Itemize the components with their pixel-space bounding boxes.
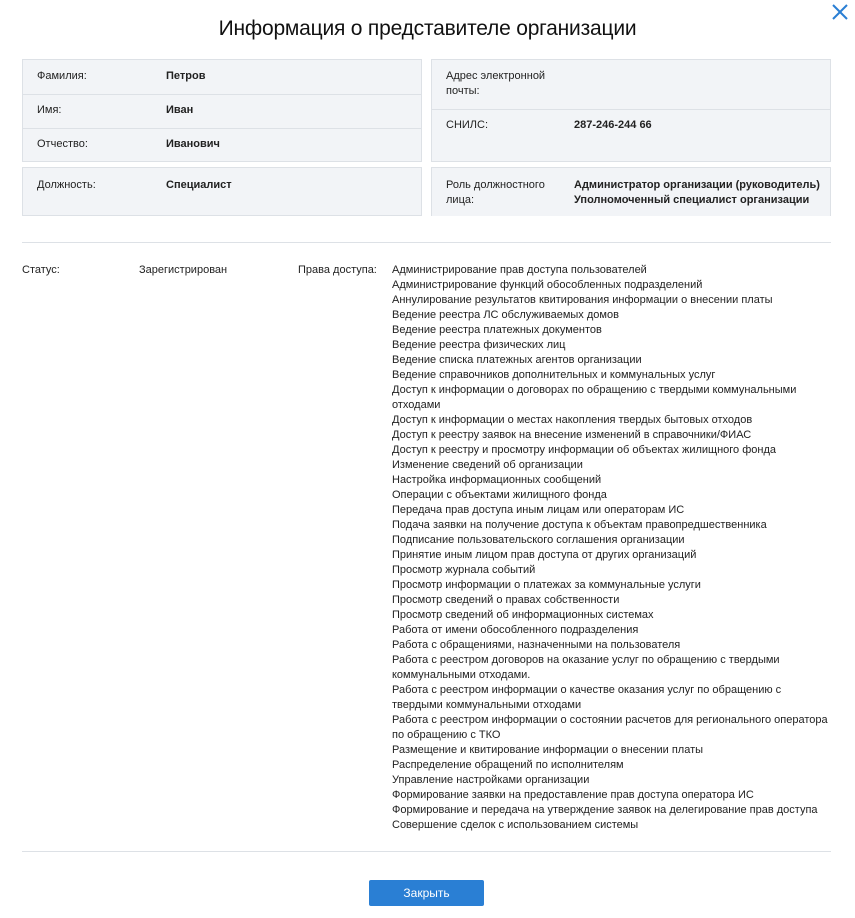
role-label: Роль должностного лица: <box>446 179 545 206</box>
rights-item: Подписание пользовательского соглашения организации <box>392 534 685 546</box>
rights-item: Работа с реестром информации о качестве оказания услуг по обращению с твердыми коммунальными отходами <box>392 684 782 711</box>
snils-row <box>432 109 830 162</box>
first-name-row <box>23 94 421 129</box>
name-panel <box>22 59 422 162</box>
close-button[interactable]: Закрыть <box>369 880 484 906</box>
patronymic-value: Иванович <box>166 138 220 150</box>
first-name-value: Иван <box>166 104 194 116</box>
patronymic-row <box>23 128 421 162</box>
rights-item: Принятие иным лицом прав доступа от других организаций <box>392 549 697 561</box>
rights-label: Права доступа: <box>298 264 377 276</box>
rights-item: Подача заявки на получение доступа к объектам правопредшественника <box>392 519 767 531</box>
last-name-value: Петров <box>166 70 206 82</box>
rights-item: Работа с обращениями, назначенными на пользователя <box>392 639 681 651</box>
position-label: Должность: <box>37 179 96 191</box>
role-item: Администратор организации (руководитель) <box>574 179 820 191</box>
divider-bottom <box>22 851 831 852</box>
rights-item: Ведение реестра ЛС обслуживаемых домов <box>392 309 619 321</box>
rights-item: Работа с реестром договоров на оказание услуг по обращению с твердыми коммунальными отходами. <box>392 654 780 681</box>
last-name-label: Фамилия: <box>37 70 87 82</box>
rights-item: Передача прав доступа иным лицам или операторам ИС <box>392 504 685 516</box>
rights-item: Администрирование функций обособленных подразделений <box>392 279 703 291</box>
rights-item: Просмотр сведений о правах собственности <box>392 594 620 606</box>
contact-panel <box>431 59 831 162</box>
email-label: Адрес электронной почты: <box>446 70 546 97</box>
rights-item: Работа с реестром информации о состоянии расчетов для регионального оператора по обращению с ТКО <box>392 714 828 741</box>
position-panel <box>22 167 422 216</box>
rights-item: Распределение обращений по исполнителям <box>392 759 624 771</box>
role-list <box>574 178 829 208</box>
patronymic-label: Отчество: <box>37 138 88 150</box>
email-row <box>432 60 830 110</box>
rights-item: Настройка информационных сообщений <box>392 474 602 486</box>
rights-item: Ведение списка платежных агентов организации <box>392 354 642 366</box>
rights-item: Просмотр журнала событий <box>392 564 536 576</box>
rights-item: Администрирование прав доступа пользователей <box>392 264 647 276</box>
rights-item: Управление настройками организации <box>392 774 590 786</box>
rights-item: Формирование заявки на предоставление прав доступа оператора ИС <box>392 789 754 801</box>
rights-item: Ведение реестра физических лиц <box>392 339 566 351</box>
first-name-label: Имя: <box>37 104 62 116</box>
rights-item: Ведение реестра платежных документов <box>392 324 602 336</box>
rights-item: Доступ к информации о договорах по обращению с твердыми коммунальными отходами <box>392 384 797 411</box>
dialog-title: Информация о представителе организации <box>218 17 637 40</box>
rights-item: Ведение справочников дополнительных и коммунальных услуг <box>392 369 716 381</box>
rights-item: Работа от имени обособленного подразделения <box>392 624 639 636</box>
position-value: Специалист <box>166 179 232 191</box>
rights-item: Аннулирование результатов квитирования информации о внесении платы <box>392 294 773 306</box>
role-panel <box>431 167 831 216</box>
rights-item: Доступ к реестру и просмотру информации об объектах жилищного фонда <box>392 444 777 456</box>
rights-item: Операции с объектами жилищного фонда <box>392 489 607 501</box>
snils-label: СНИЛС: <box>446 119 489 131</box>
rights-item: Доступ к реестру заявок на внесение изменений в справочники/ФИАС <box>392 429 752 441</box>
rights-item: Совершение сделок с использованием системы <box>392 819 639 831</box>
rights-item: Просмотр информации о платежах за коммунальные услуги <box>392 579 701 591</box>
last-name-row <box>23 60 421 95</box>
role-item: Уполномоченный специалист организации <box>574 194 810 206</box>
rights-item: Изменение сведений об организации <box>392 459 583 471</box>
rights-item: Формирование и передача на утверждение заявок на делегирование прав доступа <box>392 804 818 816</box>
rights-item: Доступ к информации о местах накопления твердых бытовых отходов <box>392 414 753 426</box>
rights-list <box>392 263 832 833</box>
rights-item: Размещение и квитирование информации о внесении платы <box>392 744 704 756</box>
rights-item: Просмотр сведений об информационных системах <box>392 609 654 621</box>
status-label: Статус: <box>22 264 60 276</box>
divider-top <box>22 242 831 243</box>
status-value: Зарегистрирован <box>139 264 228 276</box>
snils-value: 287-246-244 66 <box>574 119 652 131</box>
